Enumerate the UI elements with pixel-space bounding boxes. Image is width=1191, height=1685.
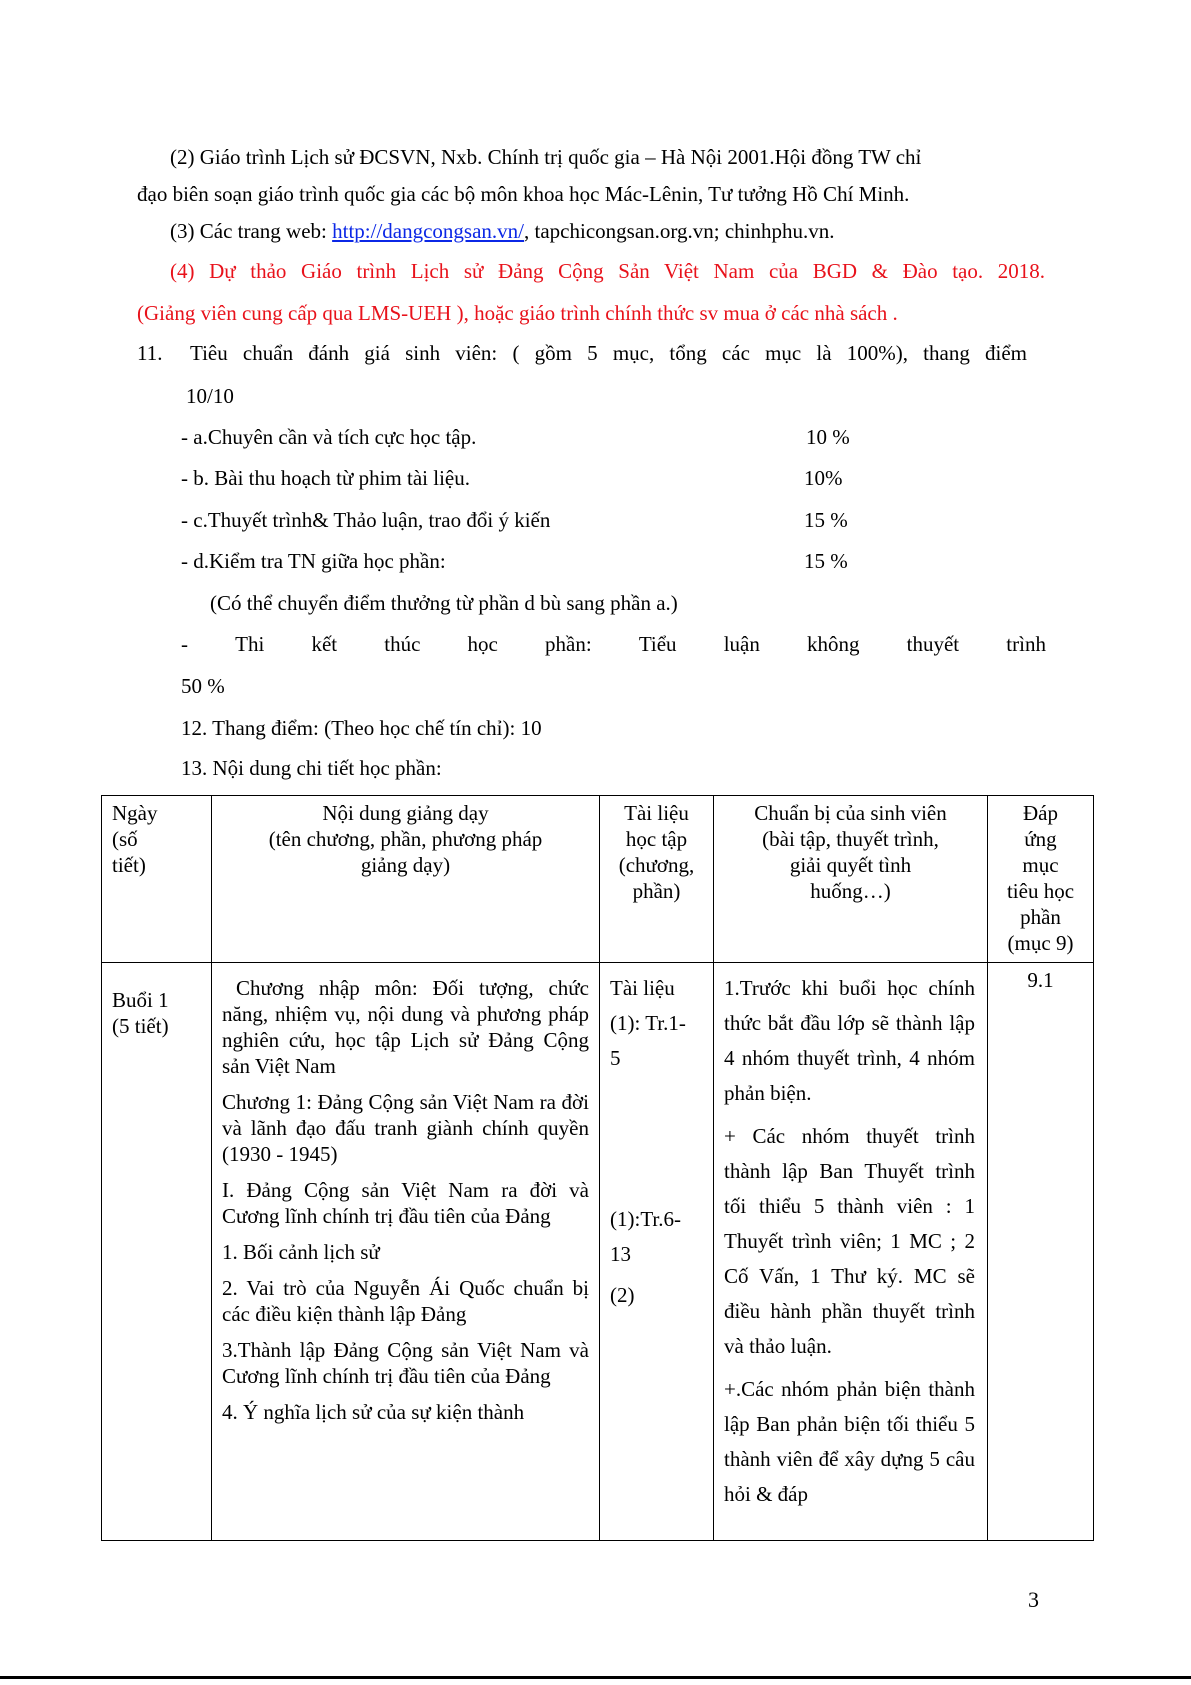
content-item-3: 3.Thành lập Đảng Cộng sản Việt Nam và Cương lĩnh chính trị đầu tiên của Đảng <box>222 1338 589 1388</box>
bonus-note: (Có thể chuyển điểm thưởng từ phần d bù sang phần a.) <box>210 591 678 615</box>
final-word: Thi <box>235 632 265 656</box>
content-item-4: 4. Ý nghĩa lịch sử của sự kiện thành <box>222 1400 525 1424</box>
header-day: Ngày (số tiết) <box>112 801 158 877</box>
final-word: kết <box>311 632 338 656</box>
content-section-1: I. Đảng Cộng sản Việt Nam ra đời và Cương lĩnh chính trị đầu tiên của Đảng <box>222 1178 589 1228</box>
section-11-line-1: Tiêu chuẩn đánh giá sinh viên: ( gồm 5 mục, tổng các mục là 100%), thang điểm <box>190 341 1027 365</box>
final-exam-line <box>181 631 1046 657</box>
dangcongsan-link[interactable]: http://dangcongsan.vn/ <box>332 219 525 243</box>
final-word: trình <box>1006 632 1046 656</box>
final-word: thúc <box>384 632 421 656</box>
final-word: Tiểu <box>638 632 677 656</box>
header-objective: Đáp ứng mục tiêu học phần (mục 9) <box>1006 801 1075 955</box>
bottom-scan-edge <box>0 1676 1191 1679</box>
reference-3-suffix: , tapchicongsan.org.vn; chinhphu.vn. <box>524 219 835 243</box>
table-row <box>102 963 1094 1541</box>
prep-step-1: 1.Trước khi buổi học chính thức bắt đầu lớp sẽ thành lập 4 nhóm thuyết trình, 4 nhóm phản biện. <box>724 976 975 1105</box>
section-13: 13. Nội dung chi tiết học phần: <box>181 756 442 780</box>
header-content: Nội dung giảng dạy (tên chương, phần, phương pháp giảng dạy) <box>268 801 543 877</box>
criterion-b-label: - b. Bài thu hoạch từ phim tài liệu. <box>181 466 470 490</box>
content-chapter-1: Chương 1: Đảng Cộng sản Việt Nam ra đời và lãnh đạo đấu tranh giành chính quyền (1930 - 1945) <box>222 1090 589 1166</box>
table-header-row <box>102 796 1094 963</box>
criterion-c-label: - c.Thuyết trình& Thảo luận, trao đổi ý kiến <box>181 508 551 532</box>
final-word: thuyết <box>906 632 960 656</box>
material-ref-2a: (1):Tr.6- <box>610 1207 681 1231</box>
reference-2-line-1: (2) Giáo trình Lịch sử ĐCSVN, Nxb. Chính trị quốc gia – Hà Nội 2001.Hội đồng TW chỉ <box>170 145 922 169</box>
criterion-d-label: - d.Kiểm tra TN giữa học phần: <box>181 549 446 573</box>
course-content-table <box>101 795 1094 1541</box>
reference-2-line-2: đạo biên soạn giáo trình quốc gia các bộ môn khoa học Mác-Lênin, Tư tưởng Hồ Chí Minh. <box>137 182 910 206</box>
page-number: 3 <box>1028 1587 1039 1612</box>
material-ref-1b: 5 <box>610 1046 621 1070</box>
final-word: học <box>467 632 498 656</box>
prep-presentation-groups: + Các nhóm thuyết trình thành lập Ban Thuyết trình tối thiểu 5 thành viên : 1 Thuyết trình viên; 1 MC ; 2 Cố Vấn, 1 Thư ký. MC sẽ điều hành phần thuyết trình và thảo luận. <box>724 1124 975 1358</box>
reference-4-line-2: (Giảng viên cung cấp qua LMS-UEH ), hoặc giáo trình chính thức sv mua ở các nhà sách . <box>137 301 898 325</box>
section-11-line-2: 10/10 <box>186 384 234 408</box>
header-materials: Tài liệu học tập (chương, phần) <box>618 801 695 903</box>
material-ref-3: (2) <box>610 1283 635 1307</box>
content-item-1: 1. Bối cảnh lịch sử <box>222 1240 380 1264</box>
final-word: - <box>181 632 188 656</box>
final-word: luận <box>723 632 760 656</box>
row-objective: 9.1 <box>1027 968 1054 992</box>
criterion-a-value: 10 % <box>806 425 850 449</box>
final-word: phần: <box>545 632 592 656</box>
header-preparation: Chuẩn bị của sinh viên (bài tập, thuyết trình, giải quyết tình huống…) <box>754 801 947 903</box>
prep-review-groups: +.Các nhóm phản biện thành lập Ban phản biện tối thiểu 5 thành viên để xây dựng 5 câu hỏi & đáp <box>724 1377 975 1506</box>
reference-3-prefix: (3) Các trang web: <box>170 219 333 243</box>
content-item-2: 2. Vai trò của Nguyễn Ái Quốc chuẩn bị các điều kiện thành lập Đảng <box>222 1276 589 1326</box>
reference-4-line-1: (4) Dự thảo Giáo trình Lịch sử Đảng Cộng Sản Việt Nam của BGD & Đào tạo. 2018. <box>170 259 1045 283</box>
material-ref-1a: (1): Tr.1- <box>610 1011 686 1035</box>
final-word: không <box>807 632 860 656</box>
content-intro-chapter: Chương nhập môn: Đối tượng, chức năng, nhiệm vụ, nội dung và phương pháp nghiên cứu, học tập Lịch sử Đảng Cộng sản Việt Nam <box>222 976 589 1078</box>
criterion-b-value: 10% <box>804 466 843 490</box>
material-ref-2b: 13 <box>610 1242 631 1266</box>
material-label: Tài liệu <box>610 976 675 1000</box>
final-exam-value: 50 % <box>181 674 225 698</box>
reference-3 <box>170 218 835 244</box>
section-11-number: 11. <box>137 341 163 365</box>
row-day: Buổi 1 (5 tiết) <box>112 988 169 1038</box>
criterion-c-value: 15 % <box>804 508 848 532</box>
criterion-a-label: - a.Chuyên cần và tích cực học tập. <box>181 425 477 449</box>
criterion-d-value: 15 % <box>804 549 848 573</box>
section-12: 12. Thang điểm: (Theo học chế tín chỉ): 10 <box>181 716 542 740</box>
